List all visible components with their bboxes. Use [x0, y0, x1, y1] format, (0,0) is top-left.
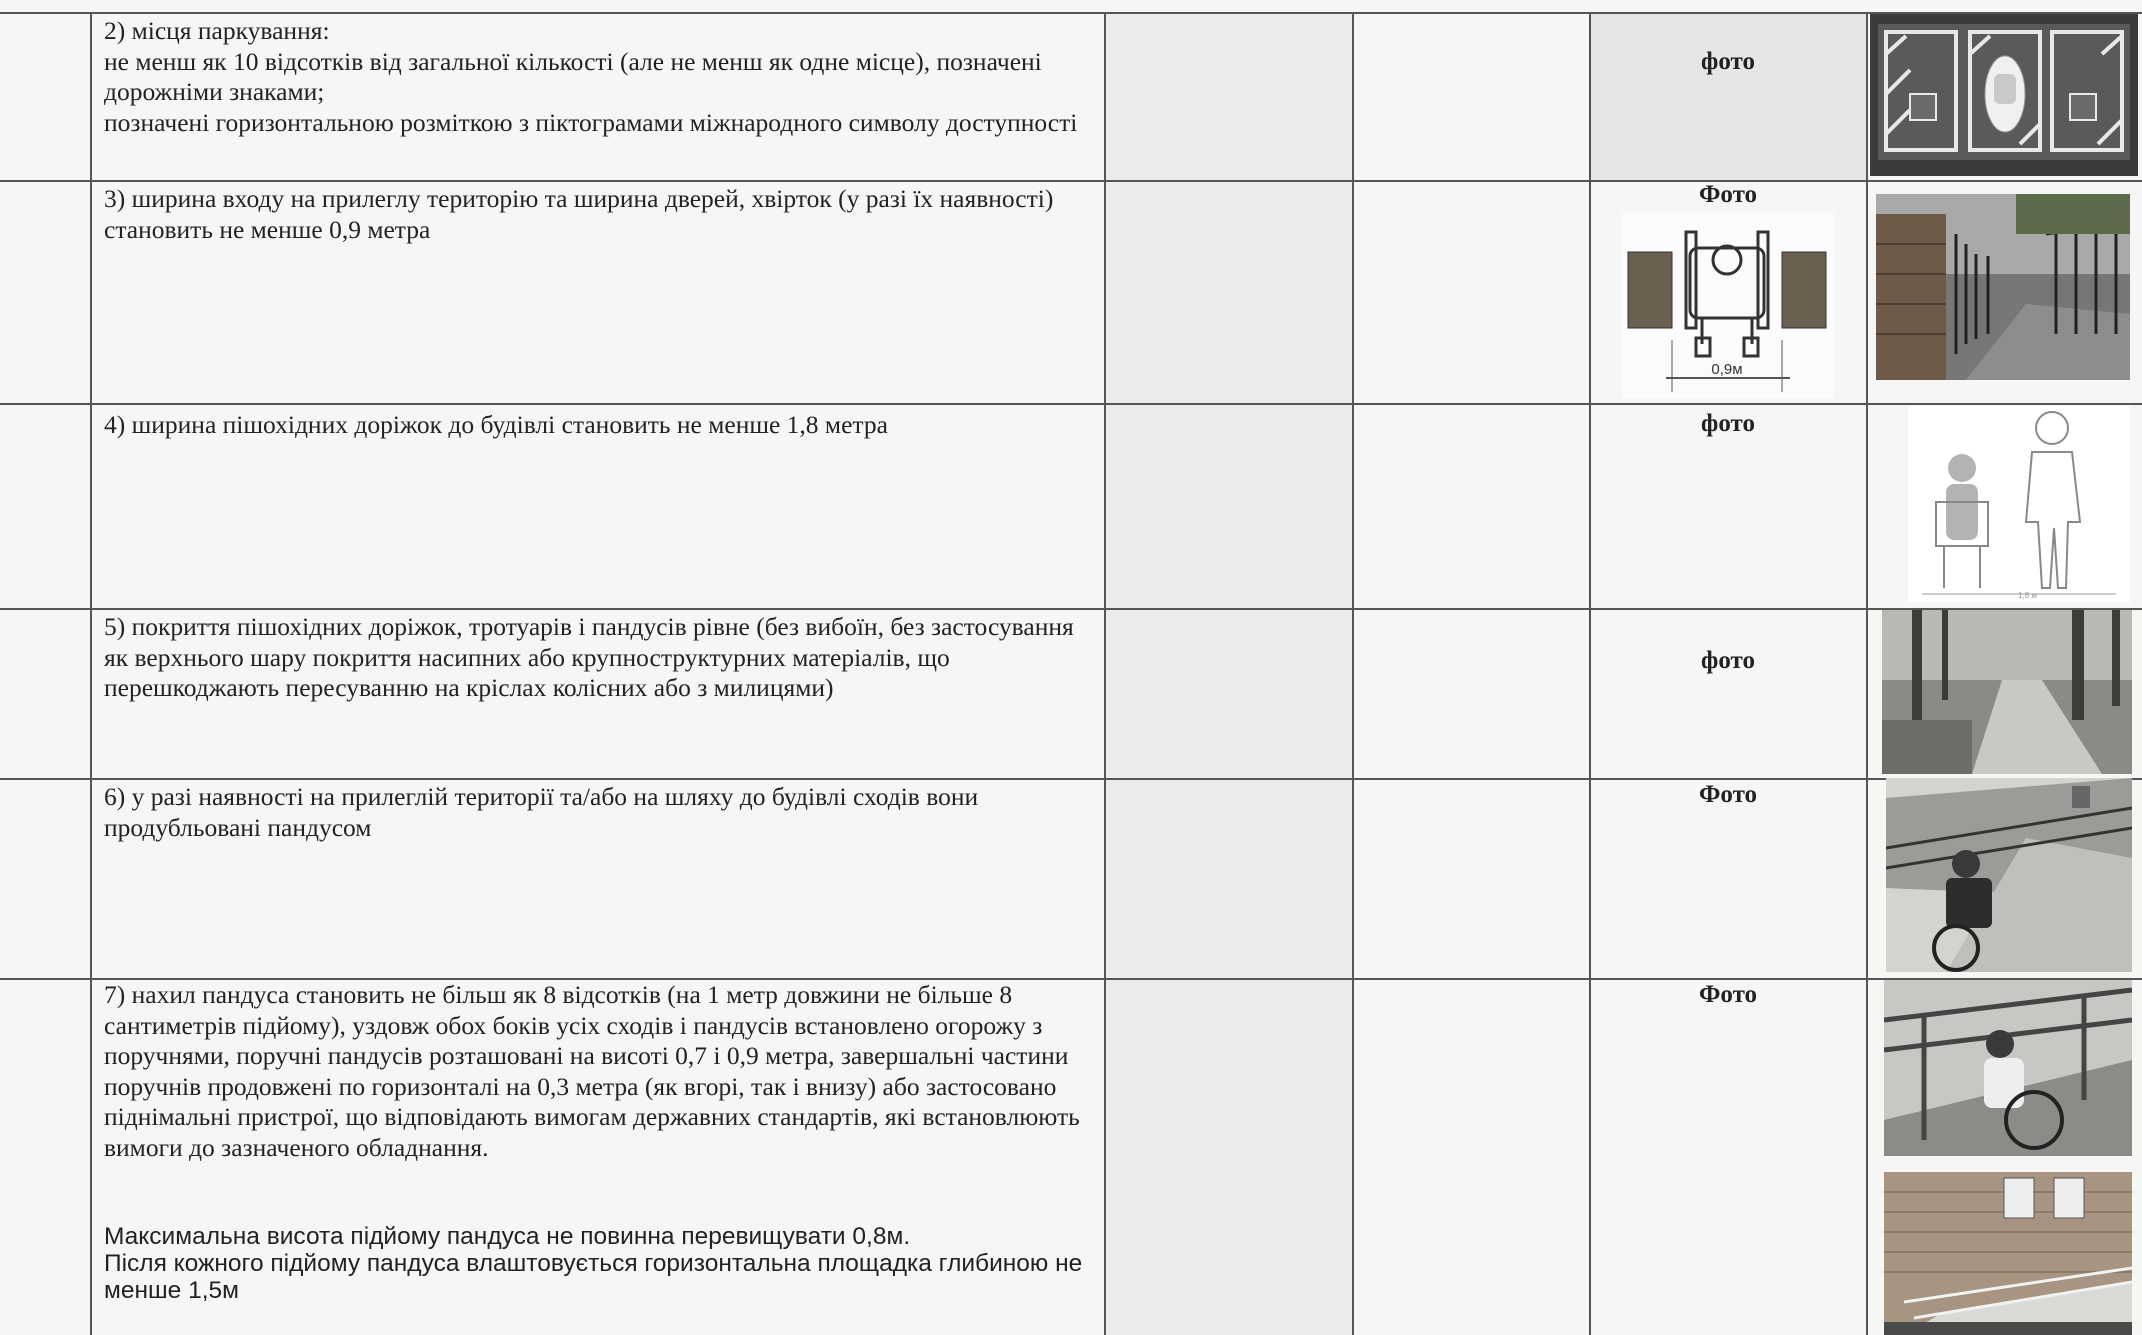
- ramp-handrail-photo: [1884, 980, 2132, 1156]
- wheelchair-pedestrian-width-diagram: [1908, 406, 2130, 602]
- requirement-text: 7) нахил пандуса становить не більш як 8 відсотків (на 1 метр довжини не більше 8 сантиметрів підйому), уздовж обох боків усіх сходів і пандусів встановлено огорожу з поручнями, поручні пандусів розташовані на висоті 0,7 і 0,9 метра, завершальні частини поручнів продовжені по горизонталі на 0,3 метра (як вгорі, так і внизу) або застосовано піднімальні пристрої, що відповідають вимогам державних стандартів, які встановлюють вимоги до зазначеного обладнання.: [104, 980, 1080, 1162]
- photo-label: Фото: [1698, 181, 1758, 208]
- ramp-wheelchair-user-photo: [1886, 778, 2132, 972]
- column-shade: [1106, 12, 1352, 1335]
- requirement-note: Максимальна висота підйому пандуса не повинна перевищувати 0,8м. Після кожного підйому пандуса влаштовується горизонтальна площадка глибиною не менше 1,5м: [104, 1223, 1083, 1304]
- photo-label: фото: [1701, 48, 1755, 75]
- row-divider: [0, 403, 2142, 405]
- house-ramp-photo: [1884, 1172, 2132, 1335]
- wheelchair-door-width-diagram: [1622, 212, 1834, 398]
- photo-label: Фото: [1698, 981, 1758, 1008]
- column-divider: [90, 12, 92, 1335]
- requirement-text: 3) ширина входу на прилеглу територію та ширина дверей, хвірток (у разі їх наявності) становить не менше 0,9 метра: [104, 184, 1054, 244]
- requirement-text: 2) місця паркування: не менш як 10 відсотків від загальної кількості (але не менш як одне місце), позначені дорожніми знаками; позначені горизонтальною розміткою з піктограмами міжнародного символу доступності: [104, 16, 1078, 137]
- parking-symbol-photo: [1870, 14, 2138, 176]
- park-path-photo: [1882, 610, 2132, 774]
- row-divider: [0, 608, 2142, 610]
- column-shade: [1590, 12, 1866, 182]
- photo-label: фото: [1701, 647, 1755, 674]
- photo-label: фото: [1701, 410, 1755, 437]
- column-divider: [1352, 12, 1354, 1335]
- column-divider: [1866, 12, 1868, 1335]
- column-divider: [1589, 12, 1591, 1335]
- photo-label: Фото: [1698, 781, 1758, 808]
- door-width-caption: 0,9м: [1711, 361, 1743, 378]
- gate-walkway-photo: [1876, 194, 2130, 380]
- svg-text:1,8 м: 1,8 м: [2018, 591, 2037, 600]
- row-divider: [0, 12, 2142, 14]
- requirement-text: 4) ширина пішохідних доріжок до будівлі становить не менше 1,8 метра: [104, 410, 888, 439]
- row-divider: [0, 778, 2142, 780]
- column-divider: [1104, 12, 1106, 1335]
- requirement-text: 5) покриття пішохідних доріжок, тротуарів і пандусів рівне (без вибоїн, без застосування як верхнього шару покриття насипних або крупноструктурних матеріалів, що перешкоджають пересуванню на кріслах колісних або з милицями): [104, 612, 1074, 702]
- requirement-text: 6) у разі наявності на прилеглій території та/або на шляху до будівлі сходів вони продубльовані пандусом: [104, 782, 979, 842]
